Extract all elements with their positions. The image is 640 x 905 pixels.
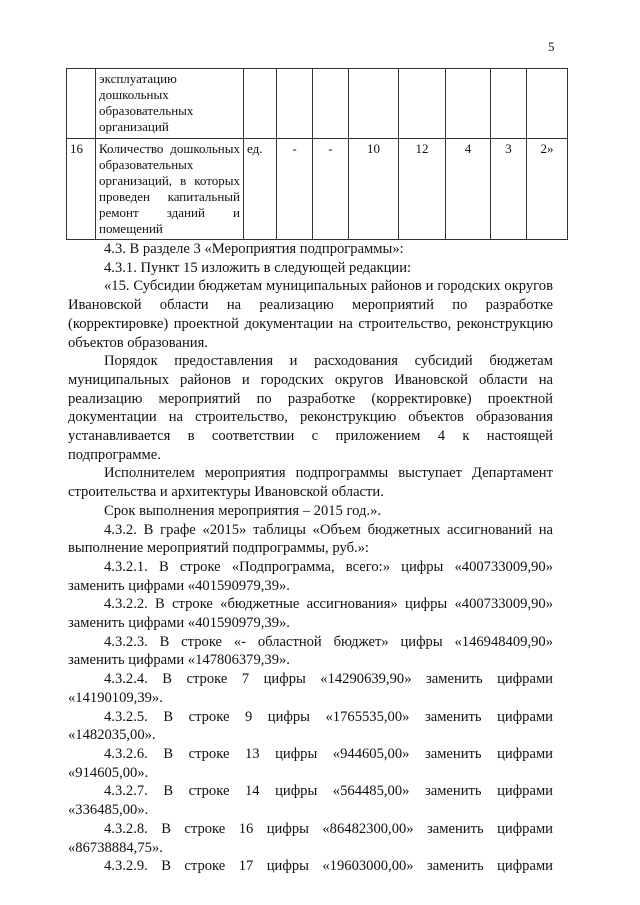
paragraph-4-3-2-5: 4.3.2.5. В строке 9 цифры «1765535,00» заменить цифрами «1482035,00». bbox=[68, 708, 553, 744]
document-body bbox=[68, 240, 553, 876]
row-value bbox=[349, 69, 399, 139]
paragraph-deadline: Срок выполнения мероприятия – 2015 год.». bbox=[104, 502, 382, 519]
indicator-table bbox=[66, 68, 568, 240]
paragraph-4-3-1: 4.3.1. Пункт 15 изложить в следующей редакции: bbox=[104, 259, 412, 276]
row-value bbox=[446, 69, 491, 139]
row-value: - bbox=[313, 139, 349, 240]
paragraph-4-3-2: 4.3.2. В графе «2015» таблицы «Объем бюджетных ассигнований на выполнение мероприятий подпрограммы, руб.»: bbox=[68, 521, 553, 557]
page-number: 5 bbox=[548, 39, 555, 54]
paragraph-4-3-2-4: 4.3.2.4. В строке 7 цифры «14290639,90» заменить цифрами «14190109,39». bbox=[68, 671, 553, 706]
paragraph-executor: Исполнителем мероприятия подпрограммы выступает Департамент строительства и архитектуры Ивановской области. bbox=[68, 465, 553, 501]
row-description: Количество дошкольных образовательных организаций, в которых проведен капитальный ремонт зданий и помещений bbox=[96, 139, 244, 240]
row-value: 2» bbox=[527, 139, 568, 240]
row-unit: ед. bbox=[244, 139, 277, 240]
row-value bbox=[399, 69, 446, 139]
row-value bbox=[313, 69, 349, 139]
paragraph-4-3-2-2: 4.3.2.2. В строке «бюджетные ассигнования» цифры «400733009,90» заменить цифрами «401590979,39». bbox=[68, 596, 553, 632]
paragraph-4-3-2-6: 4.3.2.6. В строке 13 цифры «944605,00» заменить цифрами «914605,00». bbox=[68, 745, 553, 781]
row-value: 4 bbox=[446, 139, 491, 240]
paragraph-procedure: Порядок предоставления и расходования субсидий бюджетам муниципальных районов и городских округов Ивановской области на реализацию мероприятий по разработке (корректировке) проектной документации на строительство, реконструкцию объектов образования устанавливается в соответствии с приложением 4 к настоящей подпрограмме. bbox=[68, 353, 553, 463]
row-value bbox=[277, 69, 313, 139]
paragraph-4-3: 4.3. В разделе 3 «Мероприятия подпрограммы»: bbox=[104, 241, 404, 257]
row-unit bbox=[244, 69, 277, 139]
row-description: эксплуатацию дошкольных образовательных организаций bbox=[96, 69, 244, 139]
paragraph-4-3-2-9: 4.3.2.9. В строке 17 цифры «19603000,00» заменить цифрами bbox=[104, 858, 553, 875]
row-number: 16 bbox=[67, 139, 96, 240]
row-number bbox=[67, 69, 96, 139]
row-value: 12 bbox=[399, 139, 446, 240]
table-row bbox=[67, 69, 568, 139]
paragraph-4-3-2-8: 4.3.2.8. В строке 16 цифры «86482300,00» заменить цифрами «86738884,75». bbox=[68, 820, 553, 856]
table-row bbox=[67, 139, 568, 240]
row-value bbox=[527, 69, 568, 139]
row-value: 3 bbox=[491, 139, 527, 240]
paragraph-4-3-2-7: 4.3.2.7. В строке 14 цифры «564485,00» заменить цифрами «336485,00». bbox=[68, 783, 553, 819]
row-value: - bbox=[277, 139, 313, 240]
paragraph-15: «15. Субсидии бюджетам муниципальных районов и городских округов Ивановской области на реализацию мероприятий по разработке (корректировке) проектной документации на строительство, реконструкцию объектов образования. bbox=[68, 278, 553, 351]
paragraph-4-3-2-3: 4.3.2.3. В строке «- областной бюджет» цифры «146948409,90» заменить цифрами «147806379,39». bbox=[68, 633, 553, 669]
row-value bbox=[491, 69, 527, 139]
row-value: 10 bbox=[349, 139, 399, 240]
paragraph-4-3-2-1: 4.3.2.1. В строке «Подпрограмма, всего:» цифры «400733009,90» заменить цифрами «401590979,39». bbox=[68, 558, 553, 594]
